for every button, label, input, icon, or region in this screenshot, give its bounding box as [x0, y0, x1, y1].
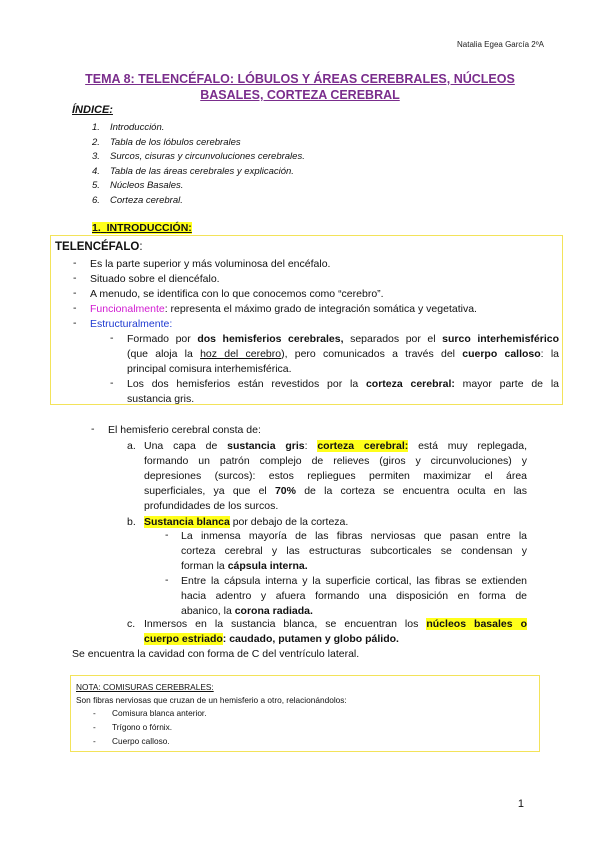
- telencefalo-bullet: Es la parte superior y más voluminosa del encéfalo.: [90, 258, 331, 270]
- estructuralmente-label: Estructuralmente:: [90, 318, 173, 330]
- bullet-dash: -: [73, 257, 77, 269]
- bullet-dash: -: [73, 287, 77, 299]
- index-list: [92, 121, 305, 209]
- bullet-dash: -: [93, 736, 96, 746]
- capsula-interna-text: La inmensa mayoría de las fibras nerviosas que pasan entre la corteza cerebral y las estructuras subcorticales se condensan y forman la cápsula interna.: [181, 530, 527, 572]
- telencefalo-bullet: Situado sobre el diencéfalo.: [90, 273, 220, 285]
- nota-item: Comisura blanca anterior.: [112, 708, 207, 718]
- bullet-dash: -: [93, 708, 96, 718]
- index-item: 1. Introducción.: [92, 122, 165, 133]
- telencefalo-heading: TELENCÉFALO:: [55, 241, 143, 253]
- page-title: [60, 71, 540, 103]
- author-header: Natalia Egea García 2ºA: [457, 40, 544, 49]
- ventriculo-text: Se encuentra la cavidad con forma de C del ventrículo lateral.: [72, 648, 360, 660]
- title-line-1: TEMA 8: TELENCÉFALO: LÓBULOS Y ÁREAS CEREBRALES, NÚCLEOS: [85, 72, 515, 86]
- nota-text: Son fibras nerviosas que cruzan de un hemisferio a otro, relacionándolos:: [76, 695, 347, 705]
- item-a-label: a.: [127, 440, 136, 452]
- item-b-text: Sustancia blanca por debajo de la corteza.: [144, 516, 349, 528]
- index-item: 2. Tabla de los lóbulos cerebrales: [92, 136, 241, 148]
- estructura-corteza: Los dos hemisferios están revestidos por la corteza cerebral: mayor parte de la sustancia gris.: [127, 378, 559, 405]
- bullet-dash: -: [165, 574, 169, 586]
- section-heading-introduccion: 1. INTRODUCCIÓN:: [92, 222, 192, 234]
- bullet-dash: -: [73, 272, 77, 284]
- bullet-dash: -: [165, 529, 169, 541]
- nota-item: Trígono o fórnix.: [112, 722, 173, 732]
- bullet-dash: -: [73, 317, 77, 329]
- hemisferio-intro: El hemisferio cerebral consta de:: [108, 424, 261, 436]
- item-c-text: Inmersos en la sustancia blanca, se encuentran los núcleos basales o cuerpo estriado: caudado, putamen y globo pálido.: [144, 618, 527, 645]
- nota-item: Cuerpo calloso.: [112, 736, 170, 746]
- index-item: 3. Surcos, cisuras y circunvoluciones cerebrales.: [92, 151, 305, 163]
- index-item: 4. Tabla de las áreas cerebrales y explicación.: [92, 165, 294, 177]
- bullet-dash: -: [73, 302, 77, 314]
- index-item: 5. Núcleos Basales.: [92, 180, 184, 192]
- corona-radiada-text: Entre la cápsula interna y la superficie cortical, las fibras se extienden hacia adentro y afuera formando una disposición en forma de abanico, la corona radiada.: [181, 575, 527, 617]
- title-line-2: BASALES, CORTEZA CEREBRAL: [200, 88, 400, 102]
- item-c-label: c.: [127, 618, 136, 630]
- index-heading: ÍNDICE:: [72, 104, 113, 116]
- funcionalmente-bullet: Funcionalmente: representa el máximo grado de integración somática y vegetativa.: [90, 303, 477, 315]
- bullet-dash: -: [91, 423, 95, 435]
- bullet-dash: -: [110, 377, 114, 389]
- index-item: 6. Corteza cerebral.: [92, 194, 183, 206]
- item-a-text: Una capa de sustancia gris: corteza cerebral: está muy replegada, formando un patrón complejo de relieves (giros y circunvoluciones) y depresiones (surcos): estos repliegues permiten maximizar el área superficiales, ya que el 70% de la corteza se encuentra oculta en las profundidades de los surcos.: [144, 440, 527, 512]
- bullet-dash: -: [110, 332, 114, 344]
- estructura-hemisferios: Formado por dos hemisferios cerebrales, separados por el surco interhemisférico (que aloja la hoz del cerebro), pero comunicados a través del cuerpo calloso: la principal comisura interhemisférica.: [127, 333, 560, 375]
- page-number: 1: [517, 798, 524, 810]
- telencefalo-bullet: A menudo, se identifica con lo que conocemos como “cerebro”.: [90, 288, 384, 300]
- bullet-dash: -: [93, 722, 96, 732]
- nota-heading: NOTA: COMISURAS CEREBRALES:: [76, 682, 214, 692]
- item-b-label: b.: [127, 516, 136, 528]
